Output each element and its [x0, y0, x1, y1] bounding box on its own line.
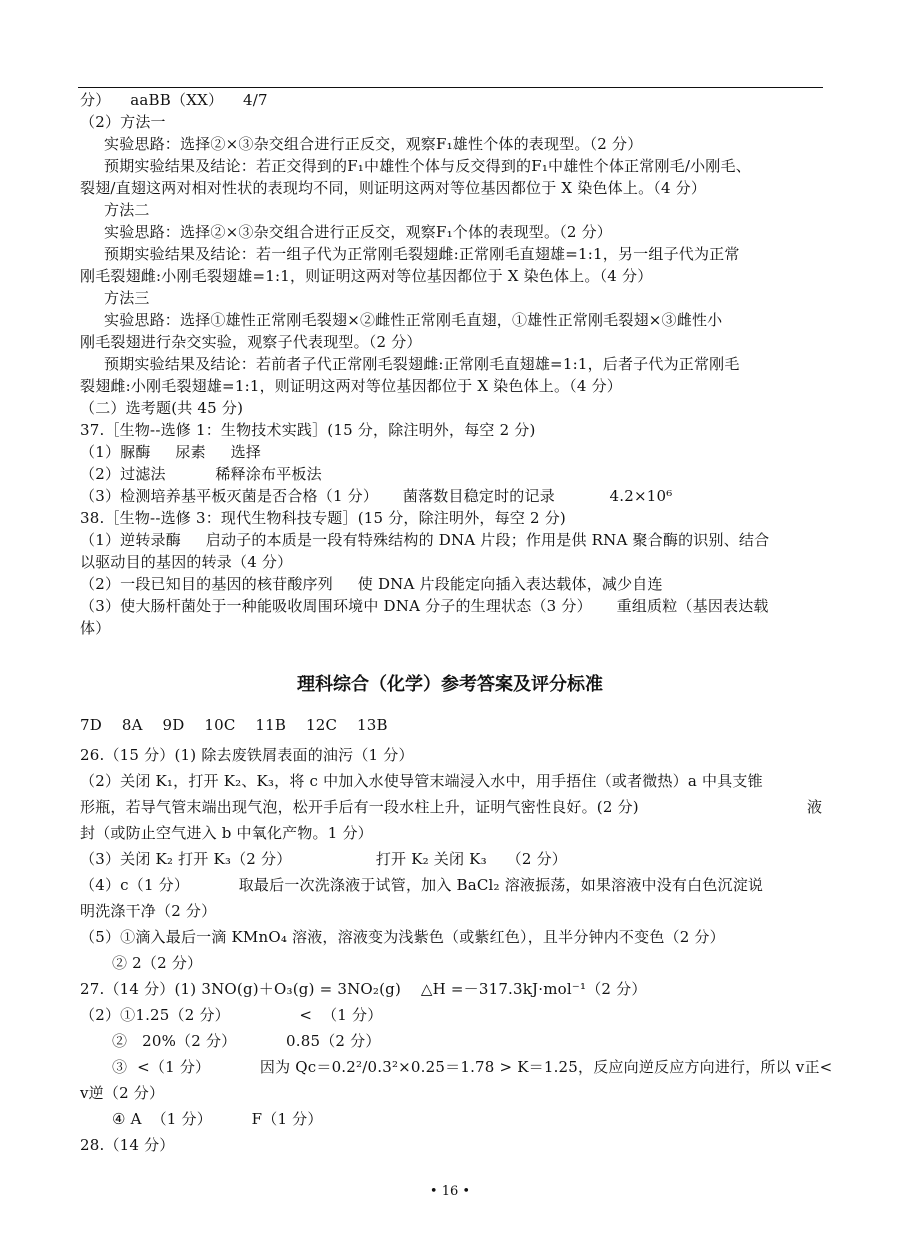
- text-line: 以驱动目的基因的转录（4 分）: [80, 553, 293, 571]
- text-line: 体）: [80, 619, 111, 637]
- text-line: （2）一段已知目的基因的核苷酸序列 使 DNA 片段能定向插入表达载体，减少自连: [80, 575, 663, 593]
- text-line: （1）逆转录酶 启动子的本质是一段有特殊结构的 DNA 片段；作用是供 RNA 聚合酶的识别、结合: [80, 531, 770, 549]
- text-line: 方法二: [104, 201, 150, 219]
- text-line: 明洗涤干净（2 分）: [80, 902, 217, 920]
- text-line: （4）c（1 分） 取最后一次洗涤液于试管，加入 BaCl₂ 溶液振荡，如果溶液中没有白色沉淀说: [80, 876, 764, 894]
- text-line: （2）过滤法 稀释涂布平板法: [80, 465, 322, 483]
- text-line: 裂翅雌:小刚毛裂翅雄=1:1，则证明这两对等位基因都位于 X 染色体上。（4 分）: [80, 377, 622, 395]
- text-line: 方法三: [104, 289, 150, 307]
- text-line: 预期实验结果及结论：若前者子代正常刚毛裂翅雌:正常刚毛直翅雄=1:1，后者子代为正常刚毛: [104, 355, 740, 373]
- text-line: （2）方法一: [80, 113, 166, 131]
- side-word: 液: [806, 798, 822, 816]
- text-line: （5）①滴入最后一滴 KMnO₄ 溶液，溶液变为浅紫色（或紫红色），且半分钟内不变色（2 分）: [80, 928, 725, 946]
- text-line: 26.（15 分）(1) 除去废铁屑表面的油污（1 分）: [80, 746, 414, 764]
- text-line: 28.（14 分）: [80, 1136, 175, 1154]
- text-line: 实验思路：选择①雄性正常刚毛裂翅×②雌性正常刚毛直翅，①雄性正常刚毛裂翅×③雌性小: [104, 311, 723, 329]
- text-line: （2）关闭 K₁，打开 K₂、K₃，将 c 中加入水使导管末端浸入水中，用手捂住（或者微热）a 中具支锥: [80, 772, 763, 790]
- text-line: 刚毛裂翅进行杂交实验，观察子代表现型。（2 分）: [80, 333, 422, 351]
- text-line: （二）选考题(共 45 分): [80, 399, 244, 417]
- text-line: ④ A （1 分） F（1 分）: [112, 1110, 323, 1128]
- text-line: （3）使大肠杆菌处于一种能吸收周围环境中 DNA 分子的生理状态（3 分） 重组质粒（基因表达载: [80, 597, 769, 615]
- text-line: （3）关闭 K₂ 打开 K₃（2 分） 打开 K₂ 关闭 K₃ （2 分）: [80, 850, 567, 868]
- text-line: 裂翅/直翅这两对相对性状的表现均不同，则证明这两对等位基因都位于 X 染色体上。（4 分）: [80, 179, 707, 197]
- text-line: 预期实验结果及结论：若正交得到的F₁中雄性个体与反交得到的F₁中雄性个体正常刚毛/小刚毛、: [104, 157, 751, 175]
- section-title: 理科综合（化学）参考答案及评分标准: [297, 674, 603, 695]
- text-line: 刚毛裂翅雌:小刚毛裂翅雄=1:1，则证明这两对等位基因都位于 X 染色体上。（4 分）: [80, 267, 653, 285]
- text-line: 38.［生物--选修 3：现代生物科技专题］(15 分，除注明外，每空 2 分): [80, 509, 566, 527]
- text-line: 27.（14 分）(1) 3NO(g)＋O₃(g) = 3NO₂(g) △H =－317.3kJ·mol⁻¹（2 分）: [80, 980, 647, 998]
- text-line: （3）检测培养基平板灭菌是否合格（1 分） 菌落数目稳定时的记录 4.2×10⁶: [80, 487, 673, 505]
- text-line: ③ <（1 分） 因为 Qc＝0.2²/0.3²×0.25＝1.78 > K＝1.25，反应向逆反应方向进行，所以 v正<: [112, 1058, 833, 1076]
- text-line: v逆（2 分）: [80, 1084, 165, 1102]
- text-line: 实验思路：选择②×③杂交组合进行正反交，观察F₁个体的表现型。（2 分）: [104, 223, 613, 241]
- answer-key-line: 7D 8A 9D 10C 11B 12C 13B: [80, 716, 388, 734]
- page-number: • 16 •: [429, 1184, 471, 1199]
- text-line: 实验思路：选择②×③杂交组合进行正反交，观察F₁雄性个体的表现型。（2 分）: [104, 135, 643, 153]
- text-line: 分） aaBB（XX） 4/7: [80, 91, 268, 109]
- top-rule: [78, 87, 823, 88]
- text-line: （1）脲酶 尿素 选择: [80, 443, 262, 461]
- text-line: 37.［生物--选修 1：生物技术实践］(15 分，除注明外，每空 2 分): [80, 421, 536, 439]
- text-line: 预期实验结果及结论：若一组子代为正常刚毛裂翅雌:正常刚毛直翅雄=1:1，另一组子代为正常: [104, 245, 740, 263]
- text-line: 封（或防止空气进入 b 中氧化产物。1 分）: [80, 824, 373, 842]
- text-line: （2）①1.25（2 分） < （1 分）: [80, 1006, 383, 1024]
- text-line: ② 2（2 分）: [112, 954, 203, 972]
- text-line: 形瓶，若导气管末端出现气泡，松开手后有一段水柱上升，证明气密性良好。(2 分): [80, 798, 639, 816]
- text-line: ② 20%（2 分） 0.85（2 分）: [112, 1032, 381, 1050]
